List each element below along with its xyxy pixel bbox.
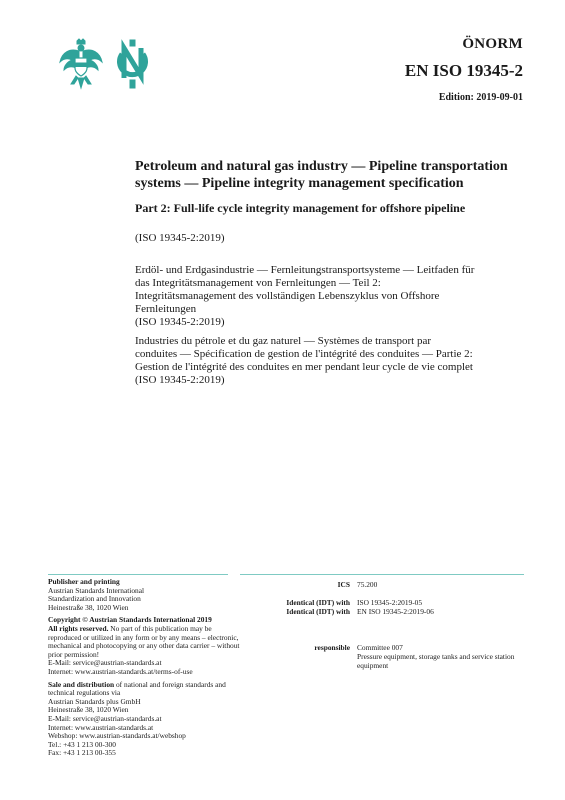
copyright-line: Copyright © Austrian Standards International 2019 bbox=[48, 615, 212, 625]
logos bbox=[58, 38, 154, 90]
austrian-eagle-icon bbox=[60, 39, 102, 88]
copyright-rights-text: No part of this publication may be reproduced or utilized in any form or by any means – electronic, mechanical and photocopying or any other data carrier – without prior permission! bbox=[48, 623, 240, 659]
publisher-heading: Publisher and printing bbox=[48, 577, 120, 586]
german-title-text: Erdöl- und Erdgasindustrie — Fernleitungstransportsysteme — Leitfaden für das Integritätsmanagement von Fernleitungen — Teil 2: Integritätsmanagement des vollständigen Lebenszyklus von Offshore Fernleitungen bbox=[135, 264, 475, 315]
publisher-line: Standardization and Innovation bbox=[48, 594, 141, 604]
distribution-block bbox=[48, 681, 243, 758]
publisher-block bbox=[48, 578, 243, 612]
french-title-reference: (ISO 19345-2:2019) bbox=[135, 374, 225, 386]
distribution-line: Tel.: +43 1 213 00-300 bbox=[48, 739, 116, 749]
standard-label: ÖNORM bbox=[462, 36, 523, 52]
distribution-line: Webshop: www.austrian-standards.at/webshop bbox=[48, 731, 186, 741]
distribution-line: E-Mail: service@austrian-standards.at bbox=[48, 713, 162, 723]
document-title: Petroleum and natural gas industry — Pipeline transportation systems — Pipeline integrity management specification bbox=[135, 159, 508, 191]
on-logo-icon bbox=[120, 40, 146, 88]
publisher-line: Heinestraße 38, 1020 Wien bbox=[48, 602, 129, 612]
distribution-line: Internet: www.austrian-standards.at bbox=[48, 722, 154, 732]
document-subtitle: Part 2: Full-life cycle integrity management for offshore pipeline bbox=[135, 201, 466, 215]
edition-date: Edition: 2019-09-01 bbox=[438, 92, 523, 103]
publisher-info bbox=[48, 578, 243, 762]
title-iso-reference: (ISO 19345-2:2019) bbox=[135, 232, 225, 244]
german-title bbox=[135, 264, 475, 329]
distribution-line: Fax: +43 1 213 00-355 bbox=[48, 748, 116, 758]
responsible-label: responsible bbox=[314, 643, 350, 652]
identical-value: ISO 19345-2:2019-05 bbox=[357, 598, 423, 607]
distribution-line: Austrian Standards plus GmbH bbox=[48, 696, 141, 706]
copyright-block bbox=[48, 616, 243, 676]
ics-label: ICS bbox=[337, 580, 350, 589]
responsible-committee: Committee 007 bbox=[357, 643, 403, 652]
responsible-detail: Pressure equipment, storage tanks and service station equipment bbox=[357, 652, 515, 670]
ics-value: 75.200 bbox=[357, 580, 378, 589]
copyright-email: E-Mail: service@austrian-standards.at bbox=[48, 658, 162, 668]
identical-label: Identical (IDT) with bbox=[286, 598, 350, 607]
distribution-text: of national and foreign standards and technical regulations via bbox=[48, 679, 226, 698]
divider-left bbox=[48, 574, 228, 575]
distribution-bold: Sale and distribution bbox=[48, 679, 115, 689]
french-title-text: Industries du pétrole et du gaz naturel — Systèmes de transport par conduites — Spécification de gestion de l'intégrité des conduites — Partie 2: Gestion de l'intégrité des conduites en mer pendant leur cycle de vie complet bbox=[135, 335, 473, 373]
divider-right bbox=[240, 574, 524, 575]
publisher-line: Austrian Standards International bbox=[48, 585, 145, 595]
copyright-rights-bold: All rights reserved. bbox=[48, 623, 109, 633]
standard-number: EN ISO 19345-2 bbox=[404, 61, 523, 80]
distribution-line: Heinestraße 38, 1020 Wien bbox=[48, 705, 129, 715]
french-title bbox=[135, 335, 475, 387]
copyright-internet: Internet: www.austrian-standards.at/terms-of-use bbox=[48, 666, 193, 676]
identical-value: EN ISO 19345-2:2019-06 bbox=[357, 607, 434, 616]
identical-label: Identical (IDT) with bbox=[286, 607, 350, 616]
german-title-reference: (ISO 19345-2:2019) bbox=[135, 316, 225, 328]
